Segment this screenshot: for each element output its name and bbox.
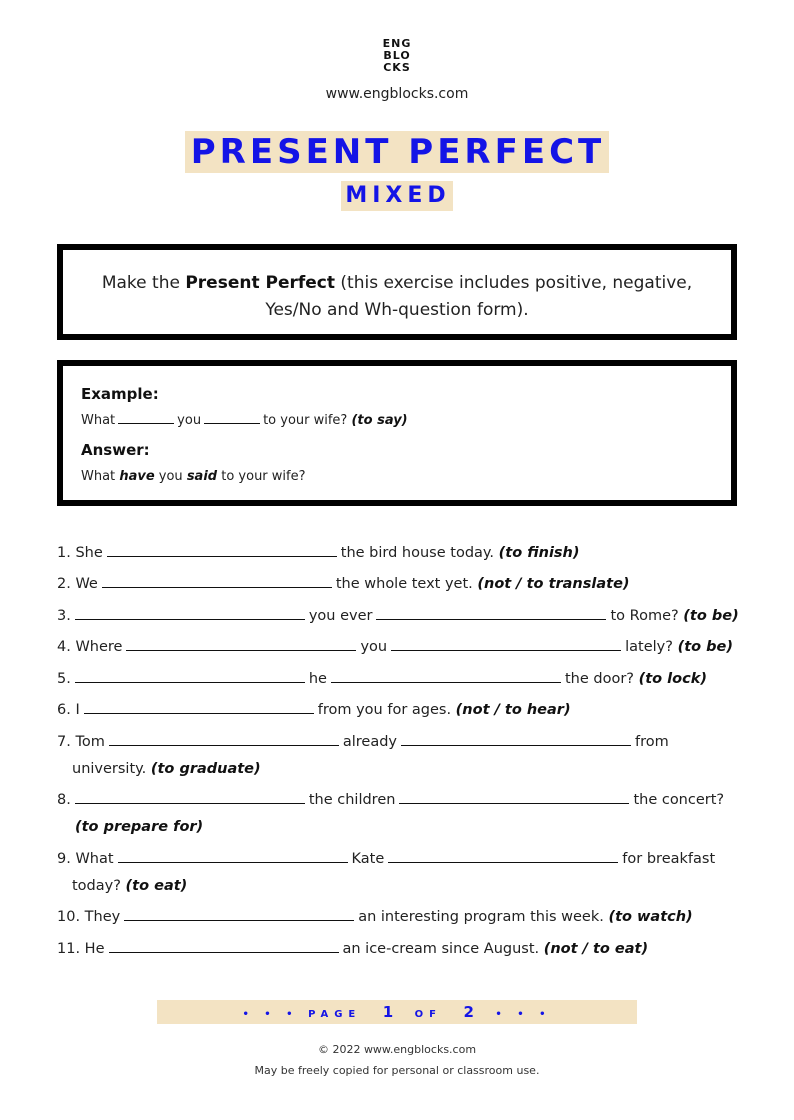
page-indicator <box>157 1000 637 1024</box>
answer-blank[interactable] <box>388 861 618 863</box>
answer-blank[interactable] <box>391 649 621 651</box>
exercise-item-1: 1. She the bird house today. (to finish) <box>57 545 580 561</box>
pager-total: 2 <box>463 1003 474 1021</box>
exercise-item-2: 2. We the whole text yet. (not / to translate) <box>57 576 630 592</box>
example-blank <box>118 422 174 424</box>
answer-blank[interactable] <box>124 919 354 921</box>
answer-blank[interactable] <box>118 861 348 863</box>
exercise-item-6: 6. I from you for ages. (not / to hear) <box>57 702 571 718</box>
engblocks-logo <box>0 38 794 74</box>
logo-line: CKS <box>383 61 411 74</box>
exercise-item-7: 7. Tom already from <box>57 734 669 750</box>
answer-blank[interactable] <box>331 681 561 683</box>
example-label: Example: <box>81 385 159 403</box>
page-subtitle: MIXED <box>341 181 452 211</box>
exercise-item-3: 3. you ever to Rome? (to be) <box>57 608 739 624</box>
answer-sentence: What have you said to your wife? <box>81 469 306 484</box>
tense-name: Present Perfect <box>185 273 336 293</box>
example-box <box>57 360 737 506</box>
exercise-item-9-continued: today? (to eat) <box>72 878 188 894</box>
answer-label: Answer: <box>81 441 150 459</box>
answer-blank[interactable] <box>75 681 305 683</box>
answer-blank[interactable] <box>75 802 305 804</box>
answer-blank[interactable] <box>102 586 332 588</box>
footer-copyright: © 2022 www.engblocks.com <box>317 1043 477 1056</box>
pager-dots: • • • <box>242 1009 299 1020</box>
exercise-item-10: 10. They an interesting program this week. (to watch) <box>57 909 693 925</box>
answer-blank[interactable] <box>109 951 339 953</box>
exercise-item-11: 11. He an ice-cream since August. (not / to eat) <box>57 941 649 957</box>
exercise-item-8: 8. the children the concert? <box>57 792 725 808</box>
answer-blank[interactable] <box>107 555 337 557</box>
exercise-item-8-continued: (to prepare for) <box>75 819 204 835</box>
pager-current: 1 <box>382 1003 394 1021</box>
answer-blank[interactable] <box>75 618 305 620</box>
exercise-item-4: 4. Where you lately? (to be) <box>57 639 733 655</box>
exercise-item-5: 5. he the door? (to lock) <box>57 671 707 687</box>
answer-blank[interactable] <box>126 649 356 651</box>
answer-blank[interactable] <box>109 744 339 746</box>
footer-note: May be freely copied for personal or classroom use. <box>254 1064 540 1077</box>
answer-blank[interactable] <box>376 618 606 620</box>
site-url[interactable]: www.engblocks.com <box>325 86 469 102</box>
answer-blank[interactable] <box>84 712 314 714</box>
exercise-item-9: 9. What Kate for breakfast <box>57 851 716 867</box>
instructions-text: Make the Present Perfect (this exercise includes positive, negative, Yes/No and Wh-question form). <box>101 273 693 320</box>
instructions-box <box>57 244 737 340</box>
logo-line: BLO <box>383 49 411 62</box>
example-hint: (to say) <box>351 413 408 428</box>
pager-of-word: OF <box>414 1009 443 1020</box>
example-blank <box>204 422 260 424</box>
answer-blank[interactable] <box>401 744 631 746</box>
pager-dots: • • • <box>495 1009 552 1020</box>
exercise-item-7-continued: university. (to graduate) <box>72 761 261 777</box>
pager-page-word: PAGE <box>308 1009 362 1020</box>
page-title: PRESENT PERFECT <box>185 131 609 173</box>
answer-blank[interactable] <box>399 802 629 804</box>
logo-line: ENG <box>382 37 412 50</box>
example-sentence: What you to your wife? (to say) <box>81 413 408 428</box>
